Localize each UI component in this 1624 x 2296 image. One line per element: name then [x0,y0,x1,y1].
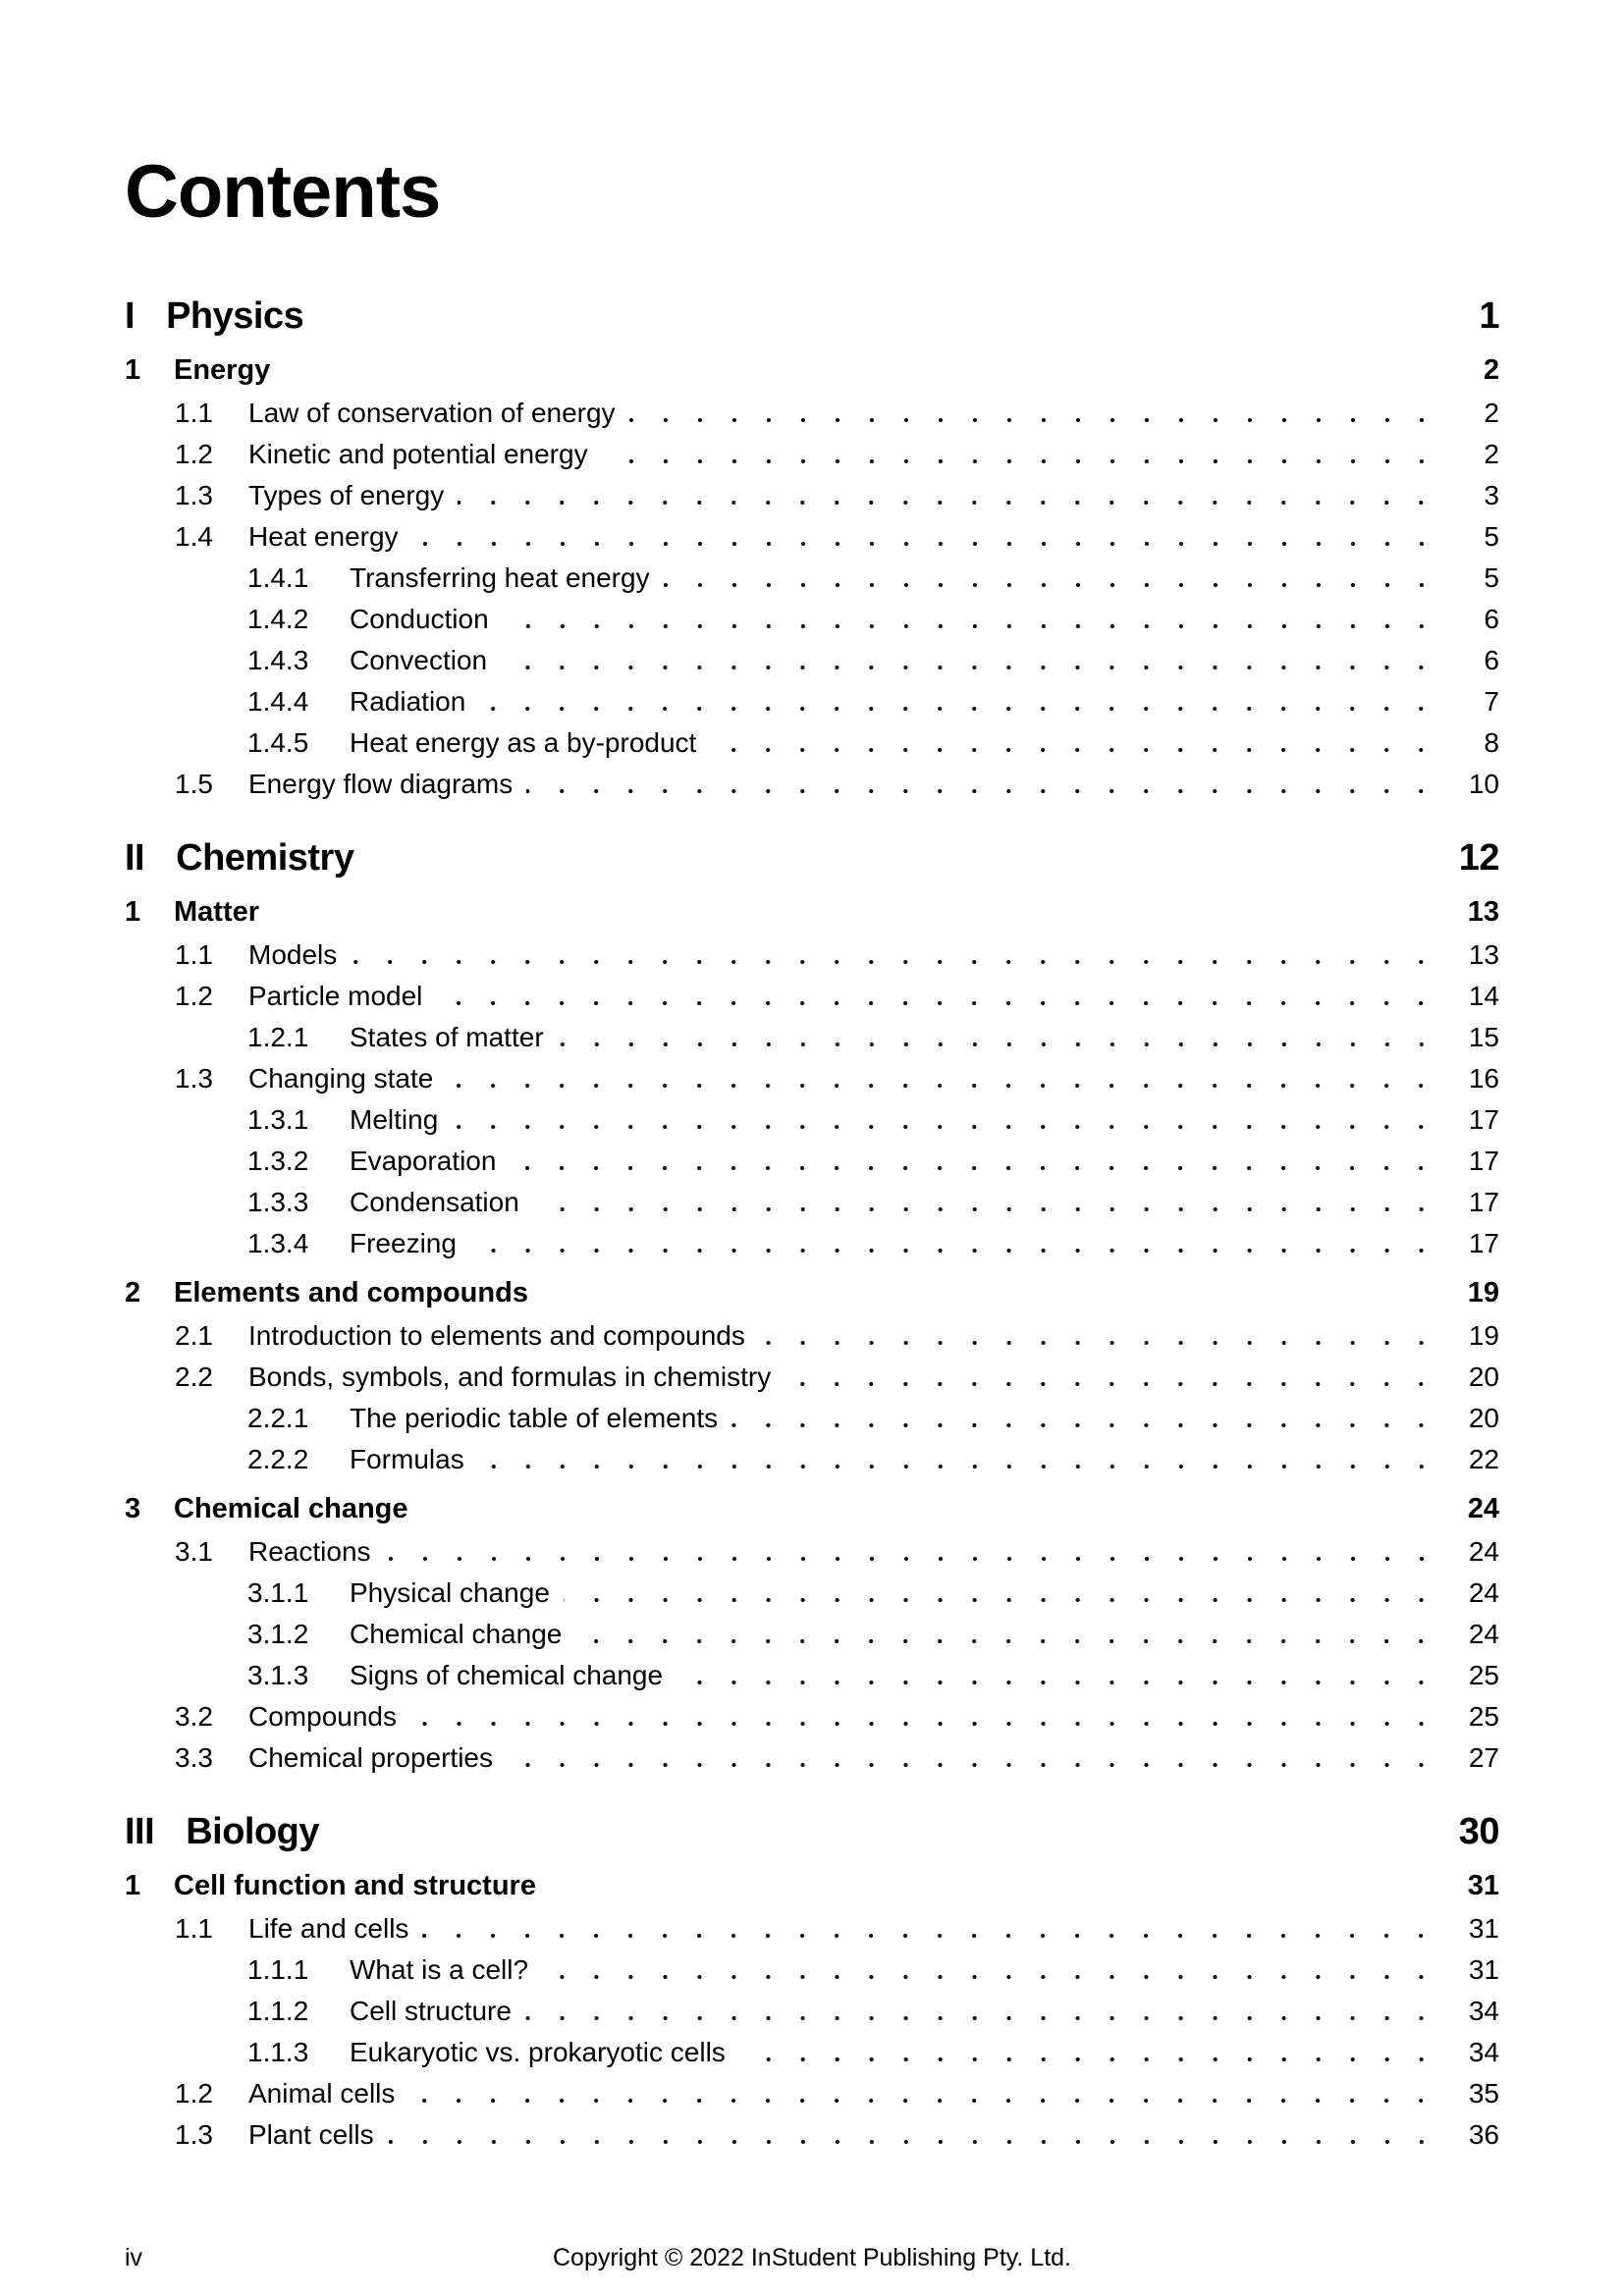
page-title: Contents [125,150,441,234]
dot-leader [479,707,1438,711]
toc-entry-number: 1.4.4 [247,686,309,717]
toc-entry-page: 2 [1484,439,1499,469]
toc-entry-row[interactable] [125,640,1499,681]
toc-entry-title: Models [248,939,338,970]
toc-entry-number: 1.4.1 [247,562,309,593]
toc-entry-page: 13 [1468,939,1499,970]
toc-part-title: Chemistry [176,837,354,879]
toc-entry-number: 1.1 [175,398,213,428]
dot-leader [478,1465,1438,1468]
toc-entry-page: 17 [1468,1104,1499,1135]
toc-part-page: 30 [1458,1811,1499,1852]
dot-leader [677,1681,1438,1684]
dot-leader [558,1042,1438,1046]
toc-part-number: I [125,295,135,337]
dot-leader [447,1084,1438,1088]
toc-chapter-row[interactable] [125,1486,1499,1531]
toc-entry-row[interactable] [125,1439,1499,1480]
toc-entry-row[interactable] [125,681,1499,722]
toc-entry-number: 1.3.4 [247,1228,309,1258]
dot-leader [351,960,1438,964]
toc-entry-title: Plant cells [248,2119,374,2150]
toc-entry-title: Formulas [350,1444,464,1474]
toc-entry-page: 10 [1468,769,1499,799]
toc-chapter-row[interactable] [125,1270,1499,1315]
toc-part-number: III [125,1811,155,1852]
toc-entry-number: 3.2 [175,1701,213,1732]
toc-chapter-page: 19 [1467,1277,1499,1308]
toc-entry-number: 1.2 [175,439,213,469]
toc-entry-row[interactable] [125,1531,1499,1573]
dot-leader [507,1763,1438,1767]
folio-page-number: iv [125,2244,143,2271]
toc-part-row[interactable] [125,1806,1499,1857]
toc-entry-page: 25 [1468,1660,1499,1690]
toc-entry-row[interactable] [125,2032,1499,2073]
toc-entry-title: Signs of chemical change [350,1660,664,1690]
toc-entry-title: Particle model [248,981,423,1011]
toc-entry-row[interactable] [125,1949,1499,1991]
toc-entry-row[interactable] [125,516,1499,558]
toc-entry-page: 6 [1484,645,1499,675]
toc-entry-number: 1.2 [175,981,213,1011]
table-of-contents [125,291,1499,2156]
toc-entry-row[interactable] [125,1398,1499,1439]
dot-leader [410,1722,1438,1726]
toc-entry-page: 17 [1468,1228,1499,1258]
toc-part-title: Physics [166,295,304,337]
toc-entry-title: Compounds [248,1701,397,1732]
toc-entry-page: 5 [1484,562,1499,593]
dot-leader [533,1207,1438,1211]
toc-entry-row[interactable] [125,1017,1499,1058]
dot-leader [408,2099,1438,2103]
toc-chapter-row[interactable] [125,1863,1499,1908]
toc-entry-page: 20 [1468,1403,1499,1433]
toc-entry-number: 3.1.1 [247,1577,309,1608]
toc-entry-title: Changing state [248,1063,434,1094]
toc-entry-row[interactable] [125,434,1499,475]
dot-leader [602,459,1438,463]
toc-entry-page: 35 [1468,2078,1499,2109]
toc-entry-title: Heat energy as a by-product [350,727,697,758]
toc-entry-row[interactable] [125,1573,1499,1614]
toc-entry-page: 34 [1468,2037,1499,2067]
toc-entry-page: 22 [1468,1444,1499,1474]
toc-entry-title: Freezing [350,1228,457,1258]
toc-entry-title: Bonds, symbols, and formulas in chemistry [248,1362,772,1392]
toc-entry-row[interactable] [125,1058,1499,1099]
toc-entry-number: 1.3.1 [247,1104,309,1135]
toc-entry-number: 1.1 [175,1913,213,1944]
toc-entry-number: 3.1.2 [247,1619,309,1649]
toc-entry-page: 36 [1468,2119,1499,2150]
toc-entry-number: 1.3 [175,1063,213,1094]
toc-chapter-row[interactable] [125,889,1499,934]
toc-entry-page: 7 [1484,686,1499,717]
toc-entry-title: Radiation [350,686,466,717]
toc-entry-number: 1.1.2 [247,1996,309,2026]
toc-entry-number: 1.1.1 [247,1954,309,1985]
toc-entry-row[interactable] [125,1357,1499,1398]
dot-leader [629,418,1438,422]
toc-entry-number: 1.3.2 [247,1146,309,1176]
toc-entry-number: 1.4.5 [247,727,309,758]
toc-part-number: II [125,837,145,879]
toc-entry-number: 2.2.2 [247,1444,309,1474]
toc-entry-number: 2.2 [175,1362,213,1392]
toc-entry-title: Chemical change [350,1619,563,1649]
toc-chapter-number: 2 [125,1277,141,1308]
dot-leader [412,542,1438,546]
dot-leader [436,1001,1438,1005]
toc-chapter-number: 1 [125,354,141,386]
toc-entry-page: 5 [1484,521,1499,552]
toc-entry-page: 20 [1468,1362,1499,1392]
dot-leader [501,666,1438,669]
toc-entry-title: Reactions [248,1536,371,1567]
toc-chapter-page: 2 [1483,354,1499,386]
toc-entry-title: Condensation [350,1187,519,1217]
toc-chapter-page: 31 [1467,1870,1499,1901]
toc-entry-page: 25 [1468,1701,1499,1732]
toc-entry-number: 3.3 [175,1742,213,1773]
toc-entry-number: 3.1 [175,1536,213,1567]
toc-entry-page: 19 [1468,1320,1499,1351]
toc-chapter-number: 3 [125,1493,141,1524]
toc-chapter-title: Energy [174,354,271,386]
toc-entry-page: 17 [1468,1187,1499,1217]
toc-entry-title: Transferring heat energy [350,562,650,593]
toc-entry-row[interactable] [125,934,1499,976]
dot-leader [452,1125,1438,1129]
toc-entry-page: 6 [1484,604,1499,634]
toc-entry-number: 1.5 [175,769,213,799]
toc-entry-row[interactable] [125,1315,1499,1357]
toc-entry-row[interactable] [125,393,1499,434]
toc-entry-page: 15 [1468,1022,1499,1052]
dot-leader [470,1249,1438,1253]
dot-leader [458,501,1438,505]
toc-entry-page: 16 [1468,1063,1499,1094]
toc-part-row[interactable] [125,832,1499,883]
toc-entry-number: 1.3 [175,2119,213,2150]
page-footer [125,2241,1499,2274]
toc-entry-number: 1.4.3 [247,645,309,675]
toc-entry-page: 24 [1468,1577,1499,1608]
dot-leader [664,583,1438,587]
toc-entry-row[interactable] [125,558,1499,599]
toc-entry-page: 34 [1468,1996,1499,2026]
toc-entry-title: Life and cells [248,1913,409,1944]
dot-leader [503,624,1438,628]
toc-entry-row[interactable] [125,1908,1499,1949]
toc-chapter-title: Elements and compounds [174,1277,528,1308]
toc-entry-title: Eukaryotic vs. prokaryotic cells [350,2037,726,2067]
toc-entry-page: 14 [1468,981,1499,1011]
toc-chapter-page: 13 [1467,896,1499,928]
toc-entry-row[interactable] [125,1696,1499,1737]
toc-entry-title: Animal cells [248,2078,396,2109]
dot-leader [564,1598,1438,1602]
dot-leader [575,1639,1438,1643]
toc-entry-row[interactable] [125,1655,1499,1696]
dot-leader [422,1934,1438,1938]
toc-entry-number: 1.3 [175,480,213,510]
toc-chapter-title: Matter [174,896,260,928]
toc-entry-number: 1.4.2 [247,604,309,634]
toc-entry-page: 3 [1484,480,1499,510]
dot-leader [731,1423,1438,1427]
toc-entry-title: The periodic table of elements [350,1403,719,1433]
toc-entry-row[interactable] [125,599,1499,640]
toc-chapter-row[interactable] [125,347,1499,393]
toc-entry-title: Types of energy [248,480,445,510]
toc-entry-number: 1.1 [175,939,213,970]
toc-chapter-number: 1 [125,896,141,928]
toc-entry-row[interactable] [125,1141,1499,1182]
toc-entry-title: Physical change [350,1577,550,1608]
toc-entry-title: Melting [350,1104,439,1135]
dot-leader [525,2016,1438,2020]
toc-entry-page: 31 [1468,1954,1499,1985]
dot-leader [542,1975,1438,1979]
toc-chapter-title: Cell function and structure [174,1870,536,1901]
toc-entry-row[interactable] [125,1099,1499,1141]
toc-entry-page: 27 [1468,1742,1499,1773]
dot-leader [739,2057,1438,2061]
toc-entry-number: 1.4 [175,521,213,552]
toc-part-title: Biology [186,1811,320,1852]
toc-part-page: 1 [1479,295,1499,337]
dot-leader [526,789,1438,793]
toc-entry-title: Evaporation [350,1146,497,1176]
toc-entry-page: 17 [1468,1146,1499,1176]
toc-entry-title: Heat energy [248,521,399,552]
toc-entry-title: Chemical properties [248,1742,493,1773]
copyright-notice: Copyright © 2022 InStudent Publishing Pty. Ltd. [552,2244,1072,2271]
toc-entry-row[interactable] [125,1991,1499,2032]
toc-entry-row[interactable] [125,1223,1499,1264]
toc-entry-page: 24 [1468,1619,1499,1649]
toc-entry-title: Energy flow diagrams [248,769,514,799]
toc-chapter-number: 1 [125,1870,141,1901]
toc-entry-number: 2.1 [175,1320,213,1351]
toc-part-page: 12 [1458,837,1499,879]
toc-entry-number: 1.2.1 [247,1022,309,1052]
toc-entry-row[interactable] [125,475,1499,516]
toc-entry-number: 2.2.1 [247,1403,309,1433]
toc-entry-title: Kinetic and potential energy [248,439,588,469]
toc-entry-title: Law of conservation of energy [248,398,616,428]
toc-entry-title: Introduction to elements and compounds [248,1320,745,1351]
toc-entry-row[interactable] [125,1182,1499,1223]
toc-entry-row[interactable] [125,1614,1499,1655]
toc-entry-title: States of matter [350,1022,544,1052]
dot-leader [510,1166,1438,1170]
toc-entry-number: 1.3.3 [247,1187,309,1217]
toc-entry-row[interactable] [125,764,1499,805]
dot-leader [710,748,1438,752]
toc-entry-page: 8 [1484,727,1499,758]
dot-leader [785,1382,1438,1386]
toc-entry-number: 3.1.3 [247,1660,309,1690]
toc-entry-page: 24 [1468,1536,1499,1567]
toc-entry-row[interactable] [125,1737,1499,1779]
toc-entry-number: 1.1.3 [247,2037,309,2067]
toc-entry-title: Cell structure [350,1996,512,2026]
toc-part-row[interactable] [125,291,1499,342]
toc-entry-page: 31 [1468,1913,1499,1944]
toc-entry-title: Conduction [350,604,489,634]
toc-entry-row[interactable] [125,976,1499,1017]
toc-entry-row[interactable] [125,722,1499,764]
toc-entry-title: Convection [350,645,488,675]
toc-entry-row[interactable] [125,2073,1499,2114]
dot-leader [385,1557,1438,1561]
dot-leader [388,2140,1438,2144]
toc-chapter-title: Chemical change [174,1493,408,1524]
toc-entry-row[interactable] [125,2114,1499,2156]
toc-entry-title: What is a cell? [350,1954,529,1985]
toc-entry-page: 2 [1484,398,1499,428]
toc-chapter-page: 24 [1467,1493,1499,1524]
toc-entry-number: 1.2 [175,2078,213,2109]
dot-leader [759,1341,1438,1345]
